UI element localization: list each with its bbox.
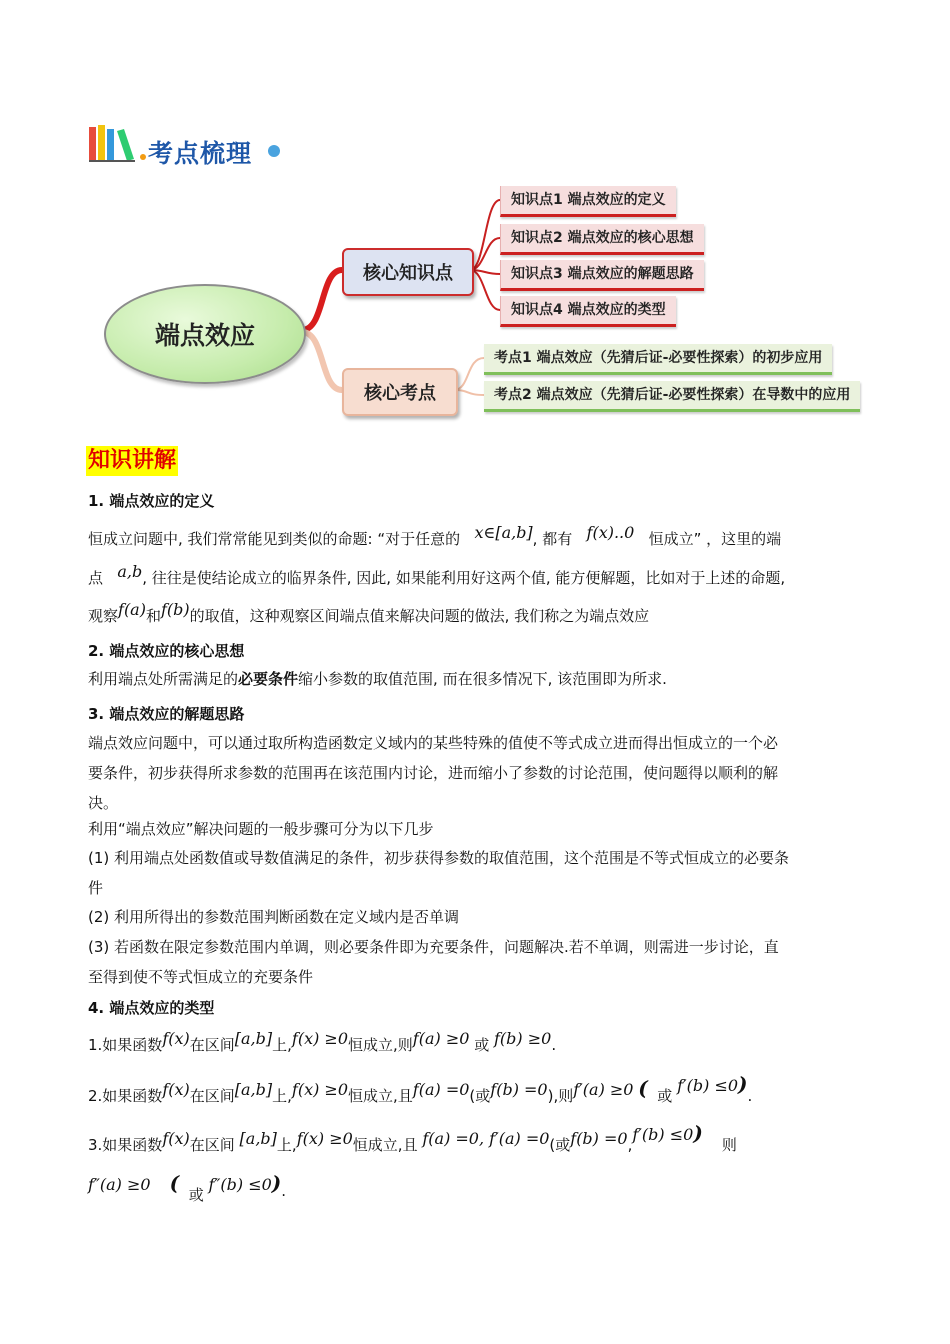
math-fb: f(b) — [160, 600, 190, 619]
s4-type2: 2.如果函数f(x)在区间[a,b]上,f(x) ≥0恒成立,且f(a) =0(或f(b) =0),则f′(a) ≥0 ( 或 f′(b) ≤0). — [88, 1072, 753, 1105]
mindmap-leaf-knowledge-3: 知识点3 端点效应的解题思路 — [500, 260, 704, 291]
mindmap-leaf-topic-1: 考点1 端点效应（先猜后证-必要性探索）的初步应用 — [484, 344, 832, 375]
s4-type3-cont: f″(a) ≥0 ( 或 f″(b) ≤0). — [88, 1171, 287, 1204]
mindmap-center-node: 端点效应 — [104, 284, 306, 384]
mindmap-branch-core-topics: 核心考点 — [342, 368, 458, 416]
mindmap-leaf-knowledge-1: 知识点1 端点效应的定义 — [500, 186, 676, 217]
s4-type1: 1.如果函数f(x)在区间[a,b]上,f(x) ≥0恒成立,则f(a) ≥0 或 f(b) ≥0. — [88, 1029, 557, 1054]
s1-line2: 点 a,b, 往往是使结论成立的临界条件, 因此, 如果能利用好这两个值, 能方便解题，比如对于上述的命题, — [88, 562, 786, 587]
s2-text: 利用端点处所需满足的必要条件缩小参数的取值范围, 而在很多情况下, 该范围即为所求. — [88, 670, 667, 688]
section-title: 知识讲解 — [86, 446, 178, 476]
s3-step3: (3) 若函数在限定参数范围内单调，则必要条件即为充要条件，问题解决.若不单调，则需进一步讨论，直 至得到使不等式恒成立的充要条件 — [88, 938, 779, 986]
mindmap-branch-core-knowledge: 核心知识点 — [342, 248, 474, 296]
s3-step1: (1) 利用端点处函数值或导数值满足的条件，初步获得参数的取值范围，这个范围是不等式恒成立的必要条 件 — [88, 849, 790, 897]
s1-line3: 观察f(a)和f(b)的取值，这种观察区间端点值来解决问题的做法, 我们称之为端点效应 — [88, 600, 650, 625]
math-a-b: a,b — [117, 562, 143, 581]
mindmap-leaf-knowledge-4: 知识点4 端点效应的类型 — [500, 296, 676, 327]
banner-title: 考点梳理 — [148, 139, 253, 168]
s3-heading: 3. 端点效应的解题思路 — [88, 705, 245, 723]
math-fx-ge-0: f(x)..0 — [586, 523, 635, 542]
s4-type3: 3.如果函数f(x)在区间 [a,b]上,f(x) ≥0恒成立,且 f(a) =0, f′(a) =0(或f(b) =0,f′(b) ≤0) 则 — [88, 1121, 737, 1154]
math-x-in-ab: x∈[a,b] — [474, 523, 533, 542]
s1-heading: 1. 端点效应的定义 — [88, 492, 215, 510]
mindmap-leaf-knowledge-2: 知识点2 端点效应的核心思想 — [500, 224, 704, 255]
s3-p2: 利用“端点效应”解决问题的一般步骤可分为以下几步 — [88, 820, 434, 838]
s3-p1: 端点效应问题中，可以通过取所构造函数定义域内的某些特殊的值使不等式成立进而得出恒成立的一个必 要条件，初步获得所求参数的范围再在该范围内讨论，进而缩小了参数的讨论范围，使问题得以顺利的解 决。 — [88, 734, 779, 812]
s3-step2: (2) 利用所得出的参数范围判断函数在定义域内是否单调 — [88, 908, 460, 926]
s2-bold: 必要条件 — [238, 670, 299, 688]
mindmap-leaf-topic-2: 考点2 端点效应（先猜后证-必要性探索）在导数中的应用 — [484, 381, 860, 412]
s1-line1: 恒成立问题中, 我们常常能见到类似的命题: “对于任意的 x∈[a,b], 都有 f(x)..0 恒成立” ，这里的端 — [88, 523, 782, 548]
math-fa: f(a) — [118, 600, 146, 619]
s4-heading: 4. 端点效应的类型 — [88, 999, 215, 1017]
s2-heading: 2. 端点效应的核心思想 — [88, 642, 245, 660]
